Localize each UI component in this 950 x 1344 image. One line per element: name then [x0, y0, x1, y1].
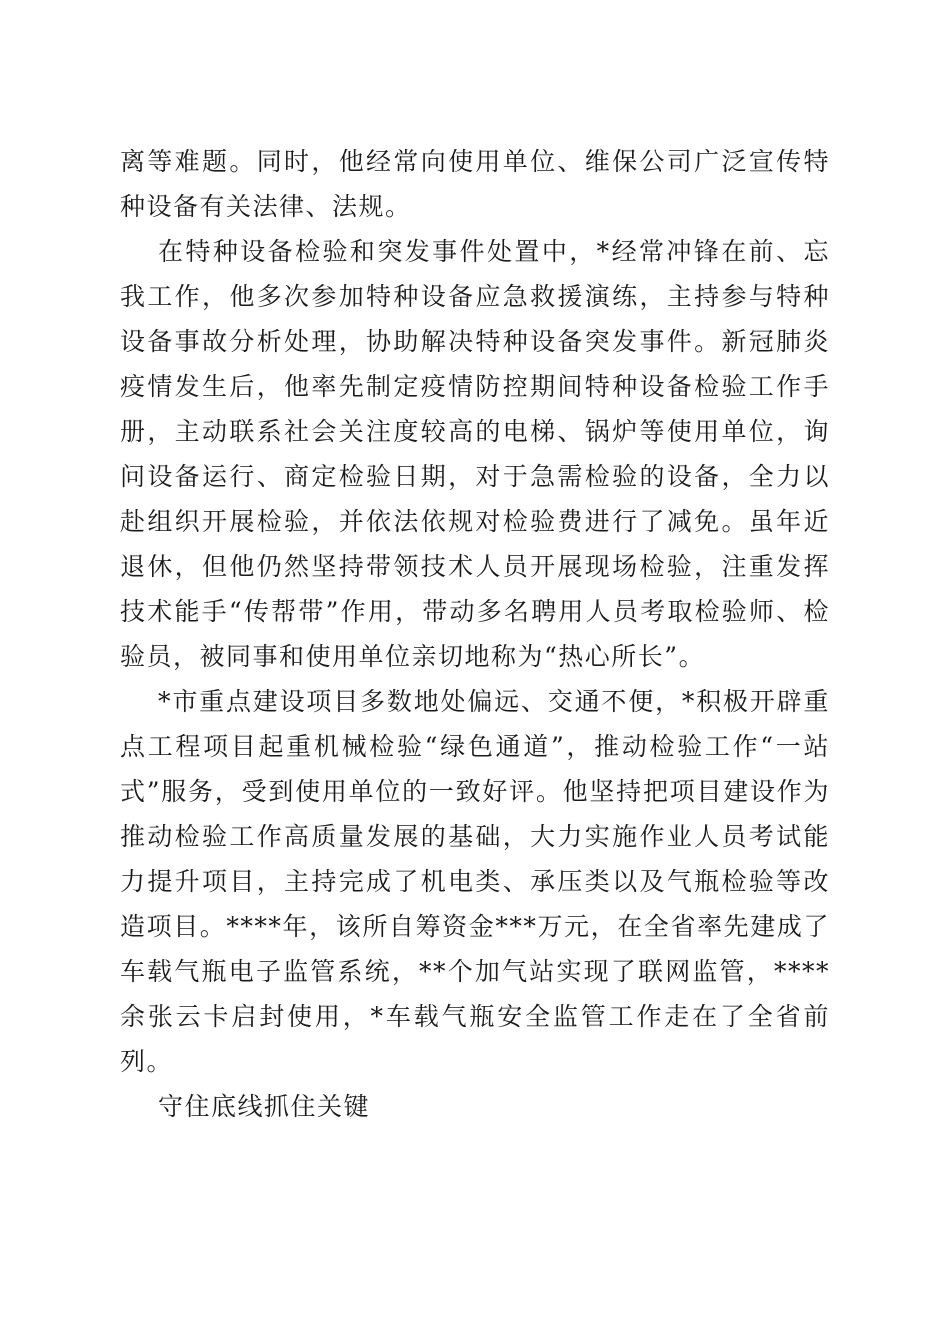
section-heading: 守住底线抓住关键: [158, 1092, 371, 1121]
paragraph-continuation: 离等难题。同时，他经常向使用单位、维保公司广泛宣传特种设备有关法律、法规。: [120, 147, 830, 221]
paragraph-inspection-emergency: 在特种设备检验和突发事件处置中，*经常冲锋在前、忘我工作，他多次参加特种设备应急救援演练，主持参与特种设备事故分析处理，协助解决特种设备突发事件。新冠肺炎疫情发生后，他率先制定疫情防控期间特种设备检验工作手册，主动联系社会关注度较高的电梯、锅炉等使用单位，询问设备运行、商定检验日期，对于急需检验的设备，全力以赴组织开展检验，并依法依规对检验费进行了减免。虽年近退休，但他仍然坚持带领技术人员开展现场检验，注重发挥技术能手“传帮带”作用，带动多名聘用人员考取检验师、检验员，被同事和使用单位亲切地称为“热心所长”。: [120, 237, 830, 671]
paragraph-key-projects: *市重点建设项目多数地处偏远、交通不便，*积极开辟重点工程项目起重机械检验“绿色通道”，推动检验工作“一站式”服务，受到使用单位的一致好评。他坚持把项目建设作为推动检验工作高质量发展的基础，大力实施作业人员考试能力提升项目，主持完成了机电类、承压类以及气瓶检验等改造项目。****年，该所自筹资金***万元，在全省率先建成了车载气瓶电子监管系统，**个加气站实现了联网监管，****余张云卡启封使用，*车载气瓶安全监管工作走在了全省前列。: [120, 687, 830, 1076]
document-body: [120, 139, 830, 1129]
